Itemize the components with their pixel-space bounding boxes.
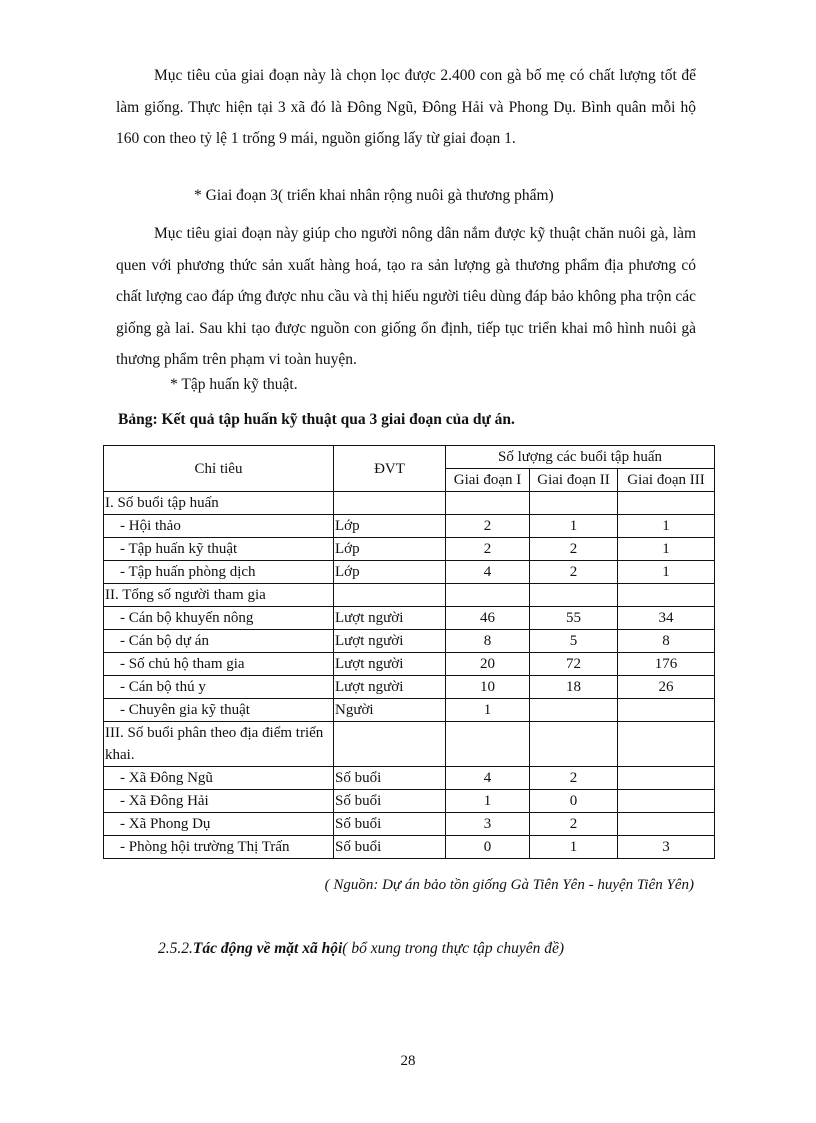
cell-stage-2: 5 bbox=[530, 630, 618, 653]
cell-stage-2: 55 bbox=[530, 607, 618, 630]
cell-stage-1: 10 bbox=[446, 676, 530, 699]
cell-stage-2 bbox=[530, 699, 618, 722]
cell-unit: Số buổi bbox=[334, 790, 446, 813]
cell-unit: Lớp bbox=[334, 538, 446, 561]
cell-stage-1 bbox=[446, 584, 530, 607]
table-row bbox=[104, 584, 715, 607]
cell-stage-3 bbox=[618, 813, 715, 836]
table-row bbox=[104, 607, 715, 630]
header-training-sessions: Số lượng các buổi tập huấn bbox=[446, 446, 715, 469]
table-row bbox=[104, 767, 715, 790]
training-heading: * Tập huấn kỹ thuật. bbox=[170, 376, 298, 393]
cell-indicator: - Số chủ hộ tham gia bbox=[104, 653, 334, 676]
section-heading bbox=[158, 940, 564, 958]
cell-stage-1: 4 bbox=[446, 561, 530, 584]
cell-stage-2: 0 bbox=[530, 790, 618, 813]
paragraph-stage2-goal: Mục tiêu của giai đoạn này là chọn lọc được 2.400 con gà bố mẹ có chất lượng tốt để làm giống. Thực hiện tại 3 xã đó là Đông Ngũ, Đông Hải và Phong Dụ. Bình quân mỗi hộ 160 con theo tỷ lệ 1 trống 9 mái, nguồn giống lấy từ giai đoạn 1. bbox=[116, 67, 696, 147]
cell-unit: Số buổi bbox=[334, 813, 446, 836]
cell-stage-1 bbox=[446, 722, 530, 767]
cell-unit: Số buổi bbox=[334, 836, 446, 859]
cell-stage-1: 3 bbox=[446, 813, 530, 836]
training-results-table bbox=[103, 445, 715, 859]
cell-stage-2 bbox=[530, 722, 618, 767]
cell-unit bbox=[334, 492, 446, 515]
header-stage-1: Giai đoạn I bbox=[446, 469, 530, 492]
cell-unit: Số buổi bbox=[334, 767, 446, 790]
cell-stage-3: 3 bbox=[618, 836, 715, 859]
table-row bbox=[104, 630, 715, 653]
cell-unit: Lượt người bbox=[334, 630, 446, 653]
cell-unit bbox=[334, 584, 446, 607]
table-body bbox=[104, 492, 715, 859]
section-note: ( bổ xung trong thực tập chuyên đề) bbox=[342, 940, 565, 957]
cell-indicator: - Chuyên gia kỹ thuật bbox=[104, 699, 334, 722]
cell-indicator: - Phòng hội trường Thị Trấn bbox=[104, 836, 334, 859]
cell-stage-1: 20 bbox=[446, 653, 530, 676]
cell-unit: Lượt người bbox=[334, 676, 446, 699]
cell-stage-2: 2 bbox=[530, 561, 618, 584]
cell-stage-3 bbox=[618, 767, 715, 790]
table-caption: Bảng: Kết quả tập huấn kỹ thuật qua 3 giai đoạn của dự án. bbox=[118, 411, 515, 428]
cell-stage-2: 2 bbox=[530, 538, 618, 561]
cell-unit: Lớp bbox=[334, 561, 446, 584]
cell-stage-3: 1 bbox=[618, 561, 715, 584]
table-row bbox=[104, 492, 715, 515]
cell-indicator: - Tập huấn phòng dịch bbox=[104, 561, 334, 584]
cell-stage-1: 46 bbox=[446, 607, 530, 630]
cell-stage-1: 0 bbox=[446, 836, 530, 859]
table-row bbox=[104, 515, 715, 538]
cell-stage-1: 4 bbox=[446, 767, 530, 790]
cell-unit: Lượt người bbox=[334, 607, 446, 630]
cell-indicator: I. Số buổi tập huấn bbox=[104, 492, 334, 515]
cell-unit: Người bbox=[334, 699, 446, 722]
cell-indicator: - Xã Phong Dụ bbox=[104, 813, 334, 836]
cell-indicator: - Tập huấn kỹ thuật bbox=[104, 538, 334, 561]
page-number: 28 bbox=[400, 1053, 416, 1069]
cell-stage-1: 1 bbox=[446, 790, 530, 813]
stage3-heading: * Giai đoạn 3( triển khai nhân rộng nuôi gà thương phẩm) bbox=[194, 187, 554, 204]
table-source-note: ( Nguồn: Dự án bảo tồn giống Gà Tiên Yên - huyện Tiên Yên) bbox=[324, 877, 694, 893]
cell-stage-3: 34 bbox=[618, 607, 715, 630]
cell-stage-1 bbox=[446, 492, 530, 515]
cell-stage-1: 8 bbox=[446, 630, 530, 653]
cell-indicator: - Xã Đông Ngũ bbox=[104, 767, 334, 790]
cell-stage-3: 1 bbox=[618, 538, 715, 561]
table-row bbox=[104, 538, 715, 561]
cell-indicator: III. Số buổi phân theo địa điểm triển khai. bbox=[104, 722, 334, 767]
cell-stage-2: 1 bbox=[530, 515, 618, 538]
cell-unit: Lượt người bbox=[334, 653, 446, 676]
cell-stage-1: 2 bbox=[446, 515, 530, 538]
cell-stage-3: 8 bbox=[618, 630, 715, 653]
header-stage-2: Giai đoạn II bbox=[530, 469, 618, 492]
cell-stage-3 bbox=[618, 492, 715, 515]
cell-indicator: - Hội thảo bbox=[104, 515, 334, 538]
cell-stage-2: 1 bbox=[530, 836, 618, 859]
header-stage-3: Giai đoạn III bbox=[618, 469, 715, 492]
table-row bbox=[104, 790, 715, 813]
table-row bbox=[104, 836, 715, 859]
cell-indicator: - Cán bộ dự án bbox=[104, 630, 334, 653]
section-number: 2.5.2. bbox=[158, 940, 193, 957]
cell-stage-2: 18 bbox=[530, 676, 618, 699]
cell-stage-3: 26 bbox=[618, 676, 715, 699]
cell-indicator: II. Tổng số người tham gia bbox=[104, 584, 334, 607]
cell-indicator: - Xã Đông Hải bbox=[104, 790, 334, 813]
cell-stage-3: 1 bbox=[618, 515, 715, 538]
cell-stage-1: 2 bbox=[446, 538, 530, 561]
cell-stage-3: 176 bbox=[618, 653, 715, 676]
cell-stage-2: 72 bbox=[530, 653, 618, 676]
cell-stage-3 bbox=[618, 790, 715, 813]
cell-stage-2 bbox=[530, 584, 618, 607]
cell-stage-2: 2 bbox=[530, 813, 618, 836]
table-row bbox=[104, 699, 715, 722]
section-title: Tác động về mặt xã hội bbox=[192, 940, 343, 957]
cell-stage-1: 1 bbox=[446, 699, 530, 722]
table-row bbox=[104, 722, 715, 767]
header-indicator: Chỉ tiêu bbox=[104, 446, 334, 492]
table-row bbox=[104, 653, 715, 676]
cell-unit: Lớp bbox=[334, 515, 446, 538]
cell-stage-3 bbox=[618, 722, 715, 767]
cell-stage-3 bbox=[618, 699, 715, 722]
paragraph-stage3-goal: Mục tiêu giai đoạn này giúp cho người nông dân nắm được kỹ thuật chăn nuôi gà, làm quen với phương thức sản xuất hàng hoá, tạo ra sản lượng gà thương phẩm địa phương có chất lượng cao đáp ứng được nhu cầu và thị hiếu người tiêu dùng đáp bảo không pha trộn các giống gà lai. Sau khi tạo được nguồn con giống ổn định, tiếp tục triển khai mô hình nuôi gà thương phẩm trên phạm vi toàn huyện. bbox=[116, 225, 696, 368]
cell-stage-2: 2 bbox=[530, 767, 618, 790]
cell-stage-3 bbox=[618, 584, 715, 607]
table-row bbox=[104, 676, 715, 699]
table-row bbox=[104, 561, 715, 584]
header-unit: ĐVT bbox=[334, 446, 446, 492]
cell-indicator: - Cán bộ khuyến nông bbox=[104, 607, 334, 630]
cell-indicator: - Cán bộ thú y bbox=[104, 676, 334, 699]
cell-unit bbox=[334, 722, 446, 767]
cell-stage-2 bbox=[530, 492, 618, 515]
table-row bbox=[104, 813, 715, 836]
